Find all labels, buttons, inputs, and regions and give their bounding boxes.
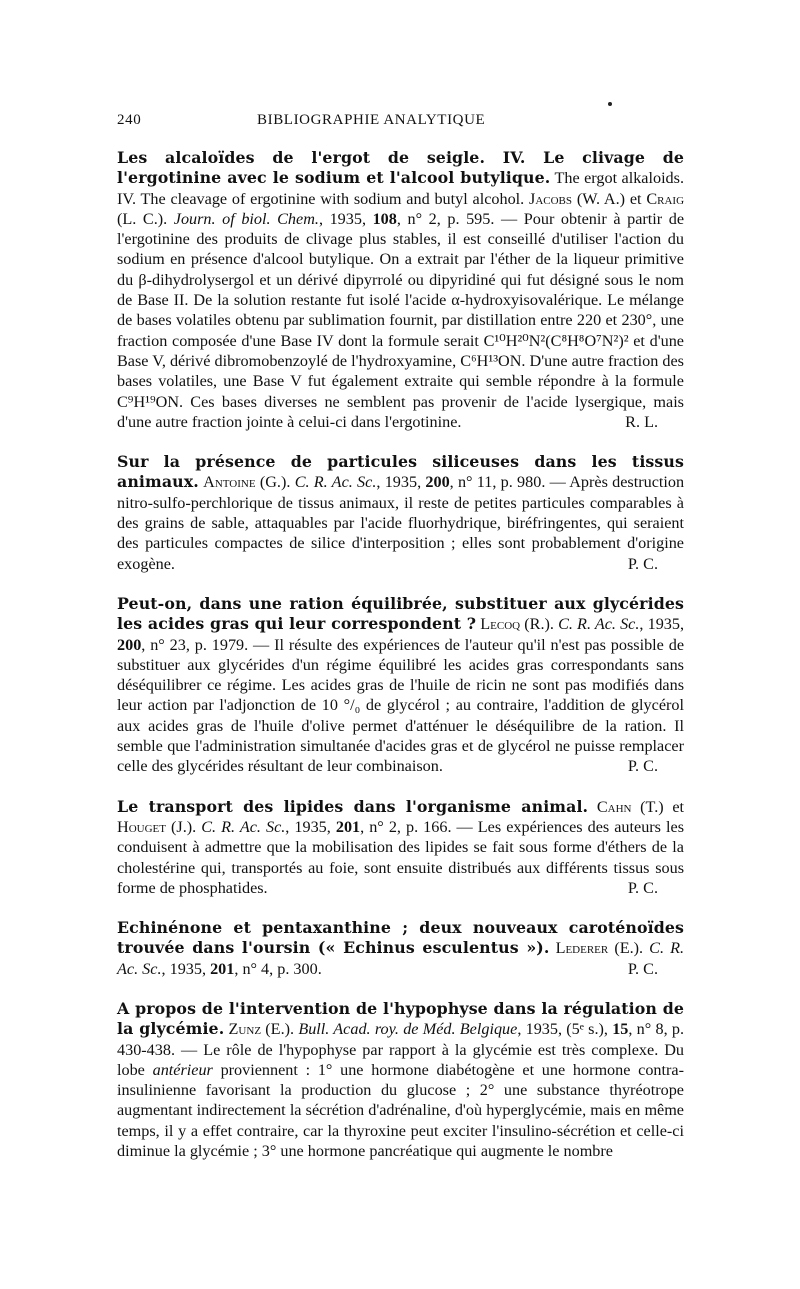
- entry-title: Echinénone et pentaxanthine ; deux nouveaux caroténoïdes trouvée dans l'oursin (« Echinus esculentus »).: [117, 918, 684, 958]
- entry-volume: 108: [372, 209, 397, 228]
- entry-issue-pages: , n° 4, p. 300.: [234, 959, 322, 978]
- entry-body: Il résulte des expériences de l'auteur qu'il n'est pas possible de substituer aux glycérides d'un régime équilibré les acides gras correspondants sans déséquilibrer ce régime. Les acides gras de l'huile de ricin ne sont pas modifiés dans leur action par l'adjonction de 10 °/₀ de glycérol ; au contraire, l'addition de glycérol aux acides gras de l'huile d'olive permet d'atténuer le déséquilibre de la ration. Il semble que l'administration simultanée d'acides gras et de glycérol ne puisse remplacer celle des glycérides résultant de leur combinaison.: [117, 635, 684, 776]
- running-title: BIBLIOGRAPHIE ANALYTIQUE: [257, 112, 486, 128]
- running-head: [117, 112, 684, 134]
- entry-author: Houget: [117, 817, 166, 836]
- entry-author-initials: (L. C.).: [117, 209, 168, 228]
- entry-journal: Bull. Acad. roy. de Méd. Belgique: [298, 1020, 518, 1039]
- entry-issue-pages: , n° 2, p. 166. —: [360, 817, 473, 836]
- entry-author: Lederer: [555, 939, 609, 958]
- entry-initials: P. C.: [627, 878, 658, 897]
- entry-initials: P. C.: [627, 757, 658, 776]
- entry-title: Le transport des lipides dans l'organisme animal.: [117, 796, 589, 816]
- entry-volume: 201: [210, 959, 235, 978]
- entry-journal: C. R. Ac. Sc.: [117, 939, 685, 978]
- entry-author: Jacobs: [529, 189, 573, 208]
- entry-author-initials: (G.).: [259, 473, 291, 492]
- entry-volume: 200: [117, 635, 142, 654]
- entry-year: , 1935, (5ᵉ s.),: [517, 1020, 613, 1039]
- entry-body: Pour obtenir à partir de l'ergotinine des produits de clivage plus stables, il est conseillé d'utiliser l'action du sodium en présence d'alcool butylique. On a extrait par l'éther de la liqueur primitive du β-dihydrolysergol et un dérivé dipyrrolé ou dipyridiné qui fut désigné sous le nom de Base II. De la solution restante fut isolé l'acide α-hydroxyisovalérique. Le mélange de bases volatiles obtenu par sublimation fournit, par distillation entre 220 et 230°, une fraction composée d'une Base IV dont la formule serait C¹⁰H²⁰N²(C⁸H⁸O⁷N²)² et d'une Base V, dérivé dibromobenzoylé de l'hydroxyamine, C⁶H¹³ON. D'une autre fraction des bases volatiles, une Base V fut également extraite qui semble répondre à la formule C⁹H¹⁹ON. Ces bases diverses ne semblent pas provenir de l'acide lysergique, mais d'une autre fraction jointe à celui-ci dans l'ergotinine.: [117, 209, 685, 431]
- entry-volume: 15: [612, 1020, 629, 1039]
- entry-volume: 200: [425, 473, 450, 492]
- entry-author: Cahn: [596, 797, 632, 816]
- book-page: [117, 112, 684, 1161]
- entry-year: , 1935,: [285, 817, 336, 836]
- entry-journal: Journ. of biol. Chem.: [173, 209, 319, 228]
- entry-body: Après destruction nitro-sulfo-perchlorique de tissus animaux, il reste de petites particules comparables à des grains de sable, attaquables par l'acide fluorhydrique, biréfringentes, qui seraient des particules compactes de silice d'interposition ; elles sont probablement d'origine exogène.: [117, 473, 685, 573]
- entry-year: , 1935,: [318, 209, 373, 228]
- entry-issue-pages: , n° 11, p. 980. —: [449, 473, 566, 492]
- entry-author-initials: (E.).: [265, 1020, 295, 1039]
- entry-title: A propos de l'intervention de l'hypophyse dans la régulation de la glycémie.: [117, 998, 684, 1039]
- page-number: 240: [117, 112, 142, 128]
- entry-title: Sur la présence de particules siliceuses dans les tissus animaux.: [117, 452, 684, 492]
- bibliography-entry: [117, 148, 684, 432]
- entry-journal: C. R. Ac. Sc.: [201, 817, 286, 836]
- entry-body: proviennent : 1° une hormone diabétogène et une hormone contra-insulinienne favorisant la production du glucose ; 2° une substance thyréotrope augmentant indirectement la sécrétion d'adrénaline, d'où hyperglycémie, mais en même temps, il y a effet contraire, car la thyroxine peut exciter l'insulino-sécrétion et celle-ci diminue la glycémie ; 3° une hormone pancréatique qui augmente le nombre: [117, 1060, 684, 1161]
- bibliography-entry: [117, 918, 684, 979]
- entry-body: Les expériences des auteurs les conduisent à admettre que la mobilisation des lipides se fait sous forme d'éthers de la cholestérine qui, transportés au foie, sont ensuite distribués aux différents tissus sous forme de phosphatides.: [117, 817, 685, 897]
- entry-year: , 1935,: [161, 959, 211, 978]
- entry-author: Antoine: [203, 473, 256, 492]
- bibliography-entry: [117, 594, 684, 777]
- entry-initials: R. L.: [625, 412, 658, 431]
- entry-issue-pages: , n° 8, p. 430-438. —: [117, 1020, 684, 1059]
- entry-journal: C. R. Ac. Sc.: [558, 615, 640, 634]
- entry-author-initials: (W. A.) et: [576, 189, 642, 208]
- entry-author-initials: (R.).: [524, 615, 554, 634]
- entry-title: Les alcaloïdes de l'ergot de seigle. IV. Le clivage de l'ergotinine avec le sodium et l'alcool butylique.: [117, 148, 684, 188]
- print-dot: [608, 102, 612, 106]
- entry-initials: P. C.: [627, 959, 658, 978]
- entry-body-emphasis: antérieur: [152, 1060, 213, 1079]
- entry-author: Craig: [646, 189, 685, 208]
- entry-author-initials: (E.).: [614, 939, 644, 958]
- bibliography-entry: [117, 999, 684, 1161]
- entry-author-initials: (J.).: [171, 817, 197, 836]
- entry-initials: P. C.: [627, 554, 658, 573]
- entry-year: , 1935,: [376, 473, 426, 492]
- bibliography-entry: [117, 452, 684, 574]
- entry-journal: C. R. Ac. Sc.: [294, 473, 377, 492]
- entry-english-title: The ergot alkaloids. IV. The cleavage of ergotinine with sodium and butyl alcohol.: [117, 169, 685, 208]
- entry-title: Peut-on, dans une ration équilibrée, substituer aux glycérides les acides gras qui leur correspondent ?: [117, 593, 684, 634]
- entry-author: Lecoq: [480, 615, 521, 634]
- entry-body-intro: Le rôle de l'hypophyse par rapport à la glycémie est très complexe. Du lobe: [117, 1040, 685, 1079]
- entry-issue-pages: , n° 2, p. 595. —: [396, 209, 518, 228]
- entry-author: Zunz: [228, 1020, 262, 1039]
- entry-volume: 201: [335, 817, 361, 836]
- entry-author-initials: (T.) et: [640, 797, 685, 816]
- entry-issue-pages: , n° 23, p. 1979. —: [141, 635, 270, 654]
- bibliography-entry: [117, 797, 684, 898]
- entry-year: , 1935,: [639, 615, 685, 634]
